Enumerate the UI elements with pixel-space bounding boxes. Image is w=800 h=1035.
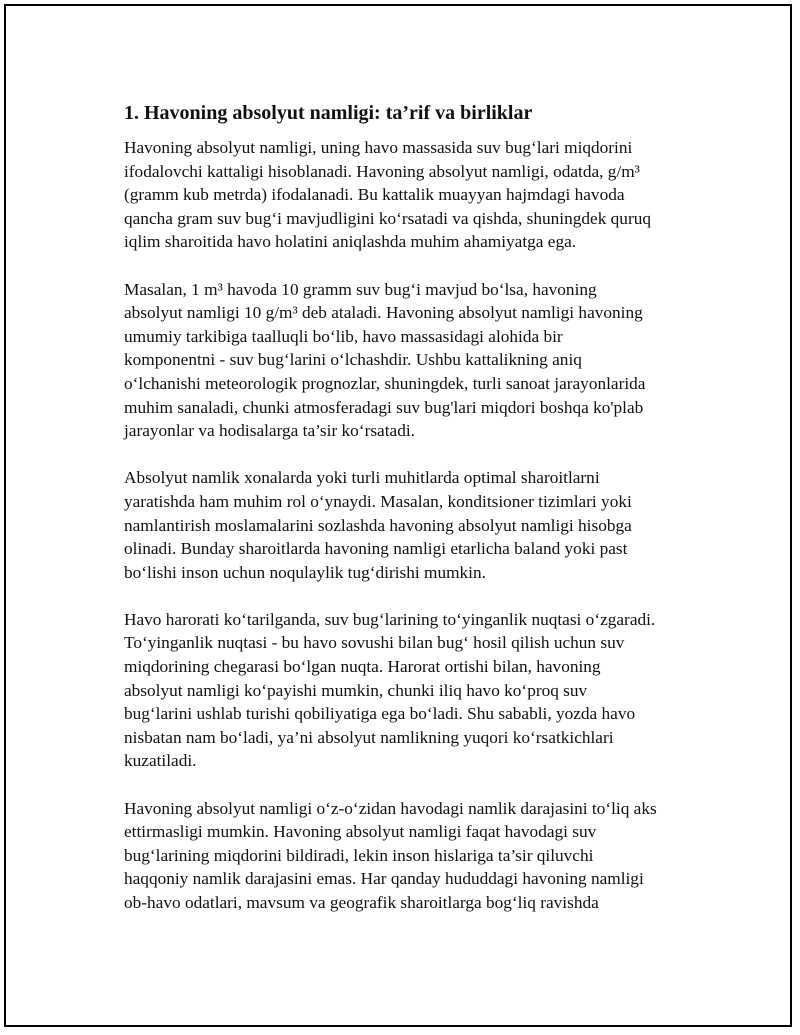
paragraph-line: muhim sanaladi, chunki atmosferadagi suv bug'lari miqdori boshqa ko'plab: [124, 397, 644, 417]
paragraph-line: namlantirish moslamalarini sozlashda havoning absolyut namligi hisobga: [124, 515, 632, 535]
paragraph-line: (gramm kub metrda) ifodalanadi. Bu kattalik muayyan hajmdagi havoda: [124, 185, 625, 205]
paragraph-5: [124, 797, 704, 915]
paragraph-line: komponentni - suv bug‘larini o‘lchashdir. Ushbu kattalikning aniq: [124, 350, 582, 370]
paragraph-line: o‘lchanishi meteorologik prognozlar, shuningdek, turli sanoat jarayonlarida: [124, 373, 646, 393]
paragraph-line: To‘yinganlik nuqtasi - bu havo sovushi bilan bug‘ hosil qilish uchun suv: [124, 633, 625, 653]
paragraph-line: Absolyut namlik xonalarda yoki turli muhitlarda optimal sharoitlarni: [124, 468, 600, 488]
paragraph-1: [124, 136, 704, 254]
paragraph-line: haqqoniy namlik darajasini emas. Har qanday hududdagi havoning namligi: [124, 869, 644, 889]
paragraph-line: olinadi. Bunday sharoitlarda havoning namligi etarlicha baland yoki past: [124, 539, 628, 559]
paragraph-line: ettirmasligi mumkin. Havoning absolyut namligi faqat havodagi suv: [124, 822, 597, 842]
paragraph-4: [124, 608, 704, 773]
paragraph-line: nisbatan nam bo‘ladi, ya’ni absolyut namlikning yuqori ko‘rsatkichlari: [124, 727, 614, 747]
paragraph-2: [124, 278, 704, 443]
paragraph-line: absolyut namligi ko‘payishi mumkin, chunki iliq havo ko‘proq suv: [124, 680, 588, 700]
paragraph-line: miqdorining chegarasi bo‘lgan nuqta. Harorat ortishi bilan, havoning: [124, 657, 601, 677]
paragraph-line: jarayonlar va hodisalarga ta’sir ko‘rsatadi.: [124, 421, 415, 441]
paragraph-line: yaratishda ham muhim rol o‘ynaydi. Masalan, konditsioner tizimlari yoki: [124, 491, 632, 511]
paragraph-line: iqlim sharoitida havo holatini aniqlashda muhim ahamiyatga ega.: [124, 232, 577, 252]
paragraph-line: qancha gram suv bug‘i mavjudligini ko‘rsatadi va qishda, shuningdek quruq: [124, 208, 651, 228]
paragraph-line: absolyut namligi 10 g/m³ deb ataladi. Havoning absolyut namligi havoning: [124, 303, 643, 323]
page-frame: [4, 4, 792, 1027]
paragraph-line: bo‘lishi inson uchun noqulaylik tug‘dirishi mumkin.: [124, 562, 486, 582]
paragraph-line: bug‘larini ushlab turishi qobiliyatiga ega bo‘ladi. Shu sababli, yozda havo: [124, 704, 636, 724]
paragraph-line: Havoning absolyut namligi, uning havo massasida suv bug‘lari miqdorini: [124, 138, 633, 157]
paragraph-line: ob-havo odatlari, mavsum va geografik sharoitlarga bog‘liq ravishda: [124, 893, 599, 912]
paragraph-line: Havoning absolyut namligi o‘z-o‘zidan havodagi namlik darajasini to‘liq aks: [124, 798, 657, 818]
document-body: [124, 100, 704, 938]
section-heading: 1. Havoning absolyut namligi: ta’rif va birliklar: [124, 102, 533, 124]
paragraph-line: Havo harorati ko‘tarilganda, suv bug‘larining to‘yinganlik nuqtasi o‘zgaradi.: [124, 609, 656, 629]
paragraph-line: umumiy tarkibiga taalluqli bo‘lib, havo massasidagi alohida bir: [124, 326, 563, 346]
paragraph-3: [124, 466, 704, 584]
paragraph-line: bug‘larining miqdorini bildiradi, lekin inson hislariga ta’sir qiluvchi: [124, 845, 594, 865]
paragraph-line: Masalan, 1 m³ havoda 10 gramm suv bug‘i mavjud bo‘lsa, havoning: [124, 279, 597, 299]
paragraph-line: ifodalovchi kattaligi hisoblanadi. Havoning absolyut namligi, odatda, g/m³: [124, 161, 640, 181]
paragraph-line: kuzatiladi.: [124, 751, 197, 771]
